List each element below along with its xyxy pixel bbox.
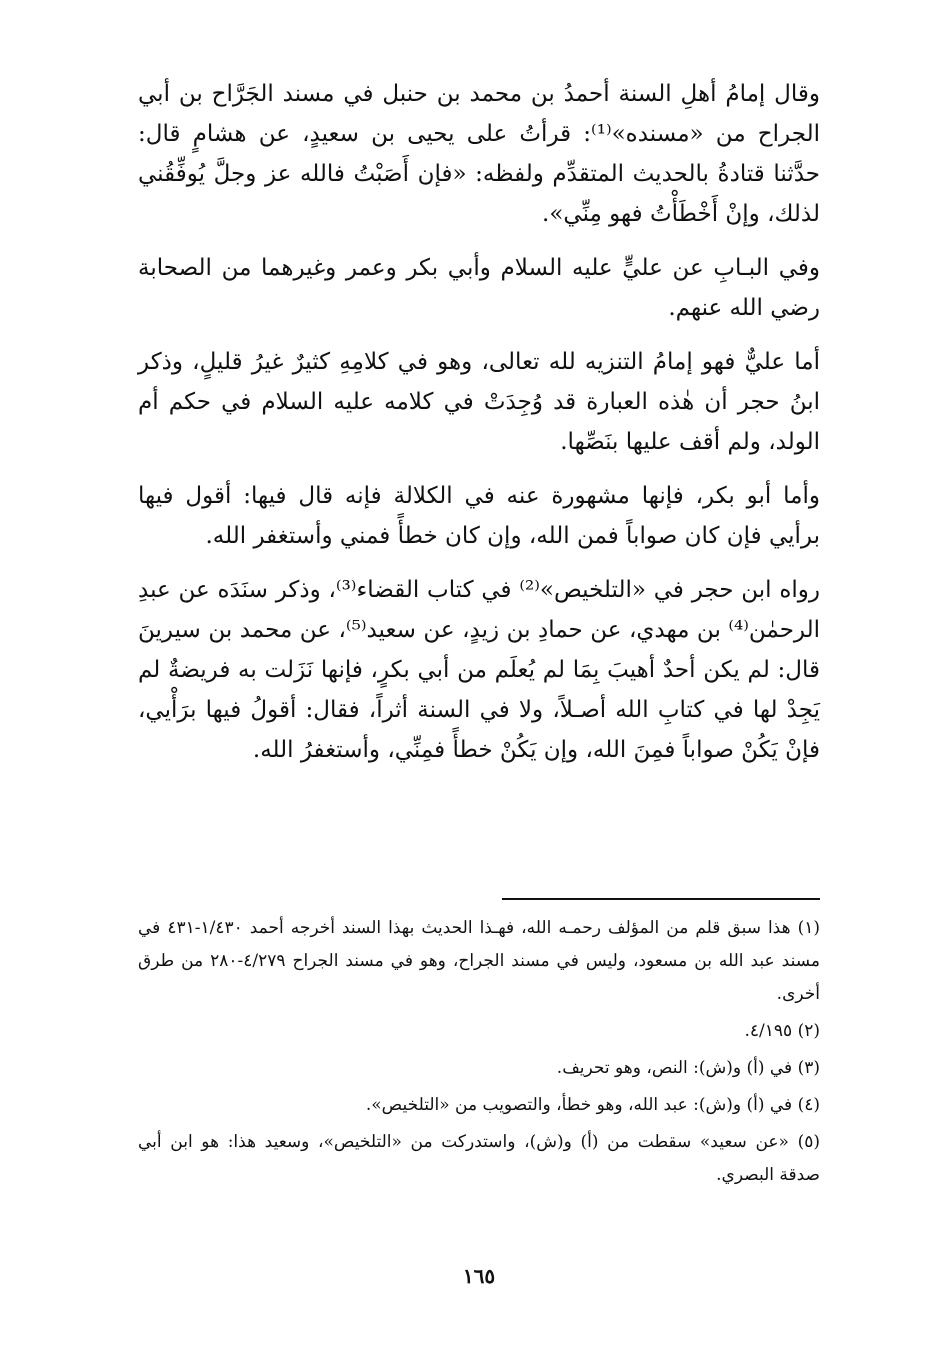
footnote-1: (١) هذا سبق قلم من المؤلف رحمـه الله، فهـذا الحديث بهذا السند أخرجه أحمد ١/٤٣٠-٤٣١ في مسند عبد الله بن مسعود، وليس في مسند الجراح، وهو في مسند الجراح ٤/٢٧٩-٢٨٠ من طرق أخرى. [138, 918, 820, 1004]
paragraph-5: رواه ابن حجر في «التلخيص»⁽²⁾ في كتاب القضاء⁽³⁾، وذكر سنَدَه عن عبدِ الرحمٰن⁽⁴⁾ بن مهدي، عن حمادِ بن زيدٍ، عن سعيد⁽⁵⁾، عن محمد بن سيرينَ قال: لم يكن أحدٌ أهيبَ بِمَا لم يُعلَم من أبي بكرٍ، فإنها نَزَلت به فريضةٌ لم يَجِدْ لها في كتابِ الله أصـلاً، ولا في السنة أثراً، فقال: أقولُ فيها برَأْيي، فإنْ يَكُنْ صواباً فمِنَ الله، وإن يَكُنْ خطأً فمِنِّي، وأستغفرُ الله. [138, 577, 821, 763]
book-page [138, 74, 820, 1314]
footnote-3: (٣) في (أ) و(ش): النص، وهو تحريف. [556, 1058, 820, 1078]
paragraph-4: وأما أبو بكر، فإنها مشهورة عنه في الكلالة فإنه قال فيها: أقول فيها برأيي فإن كان صواباً فمن الله، وإن كان خطأً فمني وأستغفر الله. [138, 483, 820, 549]
footnote-4: (٤) في (أ) و(ش): عبد الله، وهو خطأ، والتصويب من «التلخيص». [365, 1095, 820, 1115]
footnote-5: (٥) «عن سعيد» سقطت من (أ) و(ش)، واستدركت من «التلخيص»، وسعيد هذا: هو ابن أبي صدقة البصري. [138, 1132, 820, 1185]
paragraph-3: أما عليٌّ فهو إمامُ التنزيه لله تعالى، وهو في كلامِهِ كثيرٌ غيرُ قليلٍ، وذكر ابنُ حجر أن هٰذه العبارة قد وُجِدَتْ في كلامه عليه السلام في حكم أم الولد، ولم أقف عليها بنَصِّها. [138, 349, 820, 455]
page-number: ١٦٥ [462, 1264, 496, 1288]
footnotes [138, 912, 820, 1196]
paragraph-1: وقال إمامُ أهلِ السنة أحمدُ بن محمد بن حنبل في مسند الجَرَّاح بن أبي الجراح من «مسنده»⁽¹⁾: قرأتُ على يحيى بن سعيدٍ، عن هشامٍ قال: حدَّثنا قتادةُ بالحديث المتقدِّم ولفظه: «فإن أَصَبْتُ فالله عز وجلَّ يُوفِّقُني لذلك، وإنْ أَخْطَأْتُ فهو مِنِّي». [138, 81, 820, 227]
footnote-divider [502, 898, 820, 900]
paragraph-2: وفي البـابِ عن عليٍّ عليه السلام وأبي بكر وعمر وغيرهما من الصحابة رضي الله عنهم. [138, 255, 820, 321]
main-text [138, 74, 820, 770]
footnote-2: (٢) ٤/١٩٥. [744, 1021, 820, 1041]
